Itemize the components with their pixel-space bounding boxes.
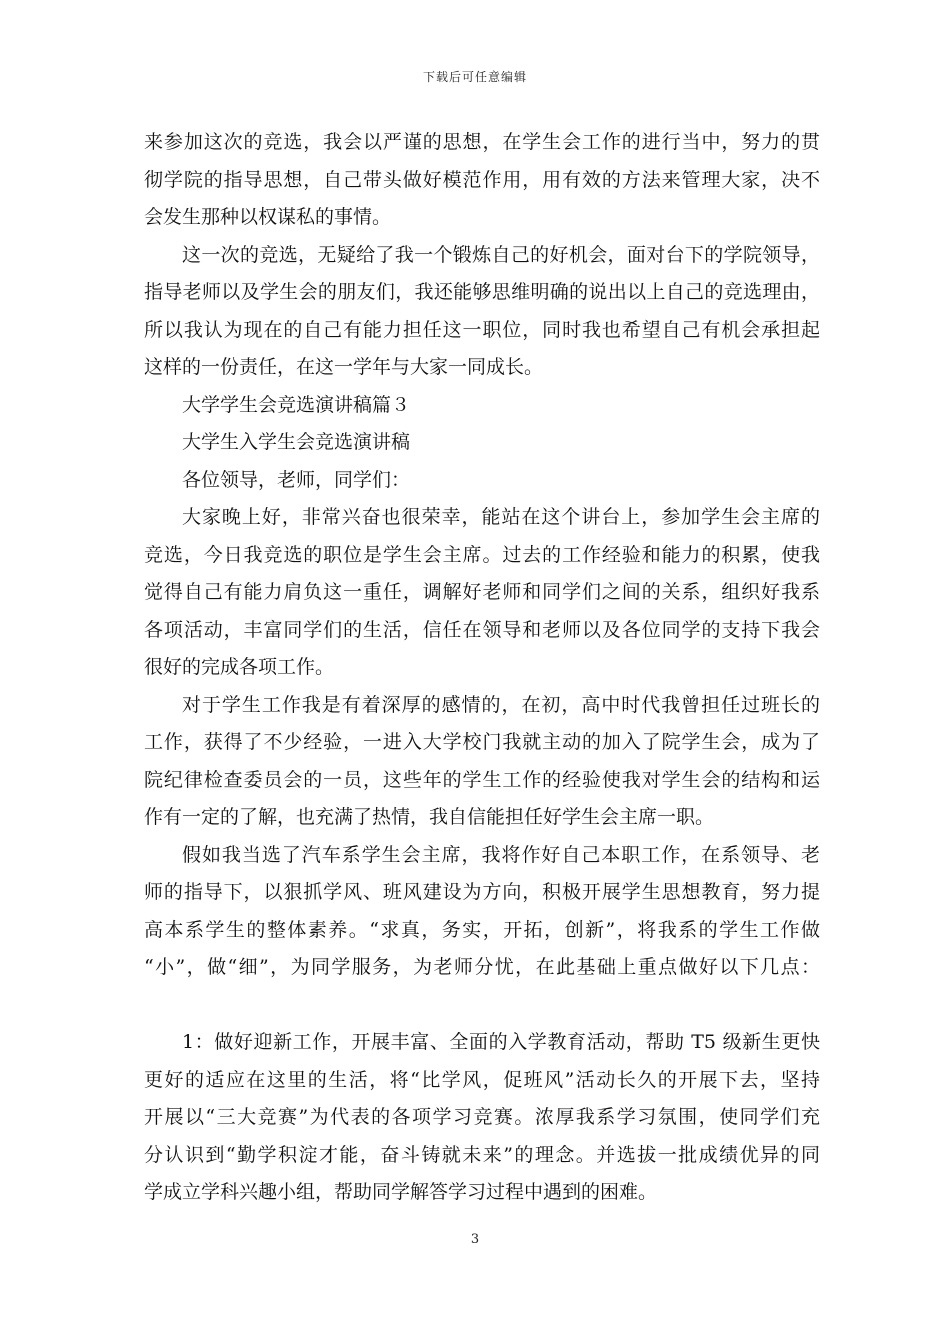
text-line: 来参加这次的竞选，我会以严谨的思想，在学生会工作的进行当中，努力的贯 (144, 131, 820, 153)
text-line: 大学学生会竞选演讲稿篇３ (182, 393, 411, 416)
paragraph (144, 687, 820, 837)
text-line: 彻学院的指导思想，自己带头做好模范作用，用有效的方法来管理大家，决不 (144, 168, 820, 191)
text-line: 院纪律检查委员会的一员，这些年的学生工作的经验使我对学生会的结构和运 (144, 768, 820, 791)
page-header: 下载后可任意编辑 (422, 70, 527, 84)
text-line: 分认识到“勤学积淀才能，奋斗铸就未来”的理念。并选拔一批成绩优异的同 (144, 1143, 820, 1166)
blank-line (144, 987, 820, 1025)
greeting (144, 462, 820, 500)
text-line: 各项活动，丰富同学们的生活，信任在领导和老师以及各位同学的支持下我会 (144, 618, 820, 641)
text-line: 学成立学科兴趣小组，帮助同学解答学习过程中遇到的困难。 (144, 1181, 658, 1203)
text-line: 更好的适应在这里的生活，将“比学风，促班风”活动长久的开展下去，坚持 (144, 1068, 820, 1091)
text-line: 假如我当选了汽车系学生会主席，我将作好自己本职工作，在系领导、老 (182, 843, 820, 866)
text-line: “小”，做“细”，为同学服务，为老师分忧，在此基础上重点做好以下几点： (144, 956, 820, 978)
text-line: 大学生入学生会竞选演讲稿 (182, 431, 411, 453)
text-line: 1：做好迎新工作，开展丰富、全面的入学教育活动，帮助 T5 级新生更快 (182, 1031, 820, 1053)
paragraph (144, 837, 820, 987)
section-title (144, 387, 820, 425)
text-line: 各位领导，老师，同学们： (182, 468, 411, 491)
text-line: 这样的一份责任，在这一学年与大家一同成长。 (144, 356, 544, 378)
speech-title (144, 424, 820, 462)
paragraph (144, 499, 820, 687)
text-line: 大家晚上好，非常兴奋也很荣幸，能站在这个讲台上，参加学生会主席的 (182, 506, 820, 528)
document-body (144, 124, 820, 1212)
text-line: 竞选，今日我竞选的职位是学生会主席。过去的工作经验和能力的积累，使我 (144, 543, 820, 566)
text-line: 觉得自己有能力肩负这一重任，调解好老师和同学们之间的关系，组织好我系 (144, 581, 820, 603)
text-line: 会发生那种以权谋私的事情。 (144, 206, 392, 228)
paragraph (144, 1024, 820, 1212)
paragraph (144, 237, 820, 387)
text-line: 这一次的竞选，无疑给了我一个锻炼自己的好机会，面对台下的学院领导， (182, 243, 820, 266)
text-line: 工作，获得了不少经验，一进入大学校门我就主动的加入了院学生会，成为了 (144, 731, 820, 753)
text-line: 指导老师以及学生会的朋友们，我还能够思维明确的说出以上自己的竞选理由， (144, 281, 820, 303)
page-number: 3 (470, 1232, 480, 1247)
text-line: 所以我认为现在的自己有能力担任这一职位，同时我也希望自己有机会承担起 (144, 318, 820, 341)
text-line: 对于学生工作我是有着深厚的感情的，在初，高中时代我曾担任过班长的 (182, 693, 820, 716)
text-line: 作有一定的了解，也充满了热情，我自信能担任好学生会主席一职。 (144, 806, 715, 828)
text-line: 高本系学生的整体素养。“求真，务实，开拓，创新”，将我系的学生工作做 (144, 918, 820, 941)
text-line: 开展以“三大竞赛”为代表的各项学习竞赛。浓厚我系学习氛围，使同学们充 (144, 1106, 820, 1128)
text-line: 很好的完成各项工作。 (144, 656, 335, 678)
text-line: 师的指导下，以狠抓学风、班风建设为方向，积极开展学生思想教育，努力提 (144, 881, 820, 903)
paragraph (144, 124, 820, 237)
